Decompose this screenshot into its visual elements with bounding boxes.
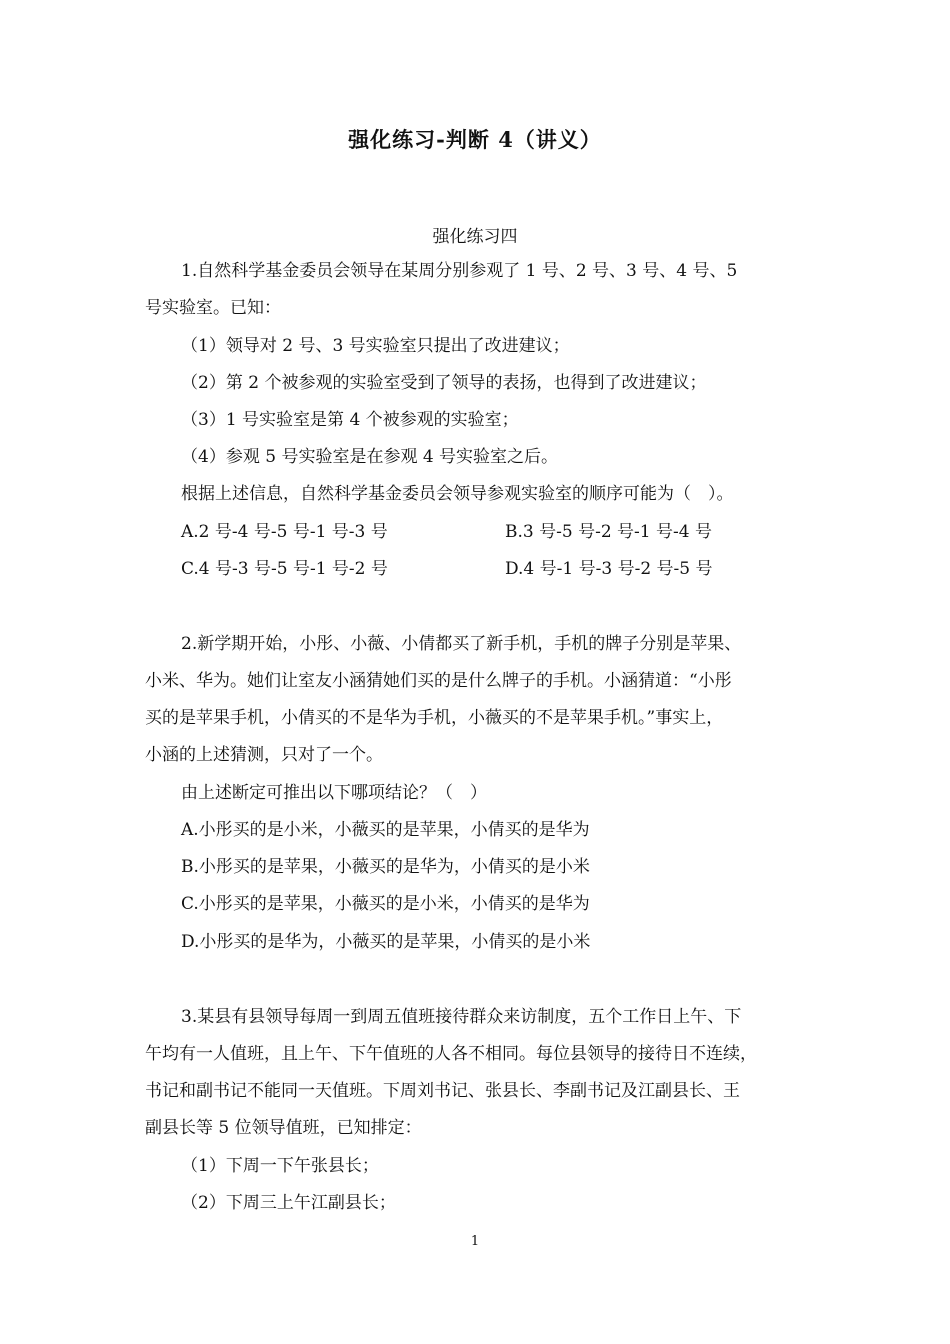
q2-option-d: D.小彤买的是华为，小薇买的是苹果，小倩买的是小米 [181,932,591,952]
q1-question: 根据上述信息，自然科学基金委员会领导参观实验室的顺序可能为（ ）。 [181,484,734,504]
q1-option-a: A.2 号-4 号-5 号-1 号-3 号 [181,522,388,542]
q1-stem-line2: 号实验室。已知： [145,298,281,318]
q2-option-c: C.小彤买的是苹果，小薇买的是小米，小倩买的是华为 [181,894,590,914]
q1-option-d: D.4 号-1 号-3 号-2 号-5 号 [505,559,713,579]
document-title: 强化练习-判断 4（讲义） [348,127,602,152]
q1-condition-4: （4）参观 5 号实验室是在参观 4 号实验室之后。 [181,447,559,467]
q1-option-b: B.3 号-5 号-2 号-1 号-4 号 [505,522,712,542]
q2-stem-line2: 小米、华为。她们让室友小涵猜她们买的是什么牌子的手机。小涵猜道：“小彤 [145,671,732,691]
q3-stem-line4: 副县长等 5 位领导值班，已知排定： [145,1118,422,1138]
q3-stem-line2: 午均有一人值班，且上午、下午值班的人各不相同。每位县领导的接待日不连续， [145,1044,757,1064]
q1-stem-line1: 1.自然科学基金委员会领导在某周分别参观了 1 号、2 号、3 号、4 号、5 [181,261,738,281]
q1-option-c: C.4 号-3 号-5 号-1 号-2 号 [181,559,388,579]
section-subtitle: 强化练习四 [432,227,518,247]
q2-option-a: A.小彤买的是小米，小薇买的是苹果，小倩买的是华为 [181,820,590,840]
q2-stem-line1: 2.新学期开始，小彤、小薇、小倩都买了新手机，手机的牌子分别是苹果、 [181,634,742,654]
page-number: 1 [470,1234,480,1249]
q1-condition-3: （3）1 号实验室是第 4 个被参观的实验室； [181,410,519,430]
q1-condition-1: （1）领导对 2 号、3 号实验室只提出了改进建议； [181,336,570,356]
q3-condition-2: （2）下周三上午江副县长； [181,1193,396,1213]
q3-condition-1: （1）下周一下午张县长； [181,1156,379,1176]
q3-stem-line1: 3.某县有县领导每周一到周五值班接待群众来访制度，五个工作日上午、下 [181,1007,742,1027]
q2-stem-line4: 小涵的上述猜测，只对了一个。 [145,745,383,765]
q3-stem-line3: 书记和副书记不能同一天值班。下周刘书记、张县长、李副书记及江副县长、王 [145,1081,740,1101]
q2-stem-line3: 买的是苹果手机，小倩买的不是华为手机，小薇买的不是苹果手机。”事实上， [145,708,724,728]
q2-question: 由上述断定可推出以下哪项结论？（ ） [181,783,487,803]
q2-option-b: B.小彤买的是苹果，小薇买的是华为，小倩买的是小米 [181,857,590,877]
q1-condition-2: （2）第 2 个被参观的实验室受到了领导的表扬，也得到了改进建议； [181,373,707,393]
